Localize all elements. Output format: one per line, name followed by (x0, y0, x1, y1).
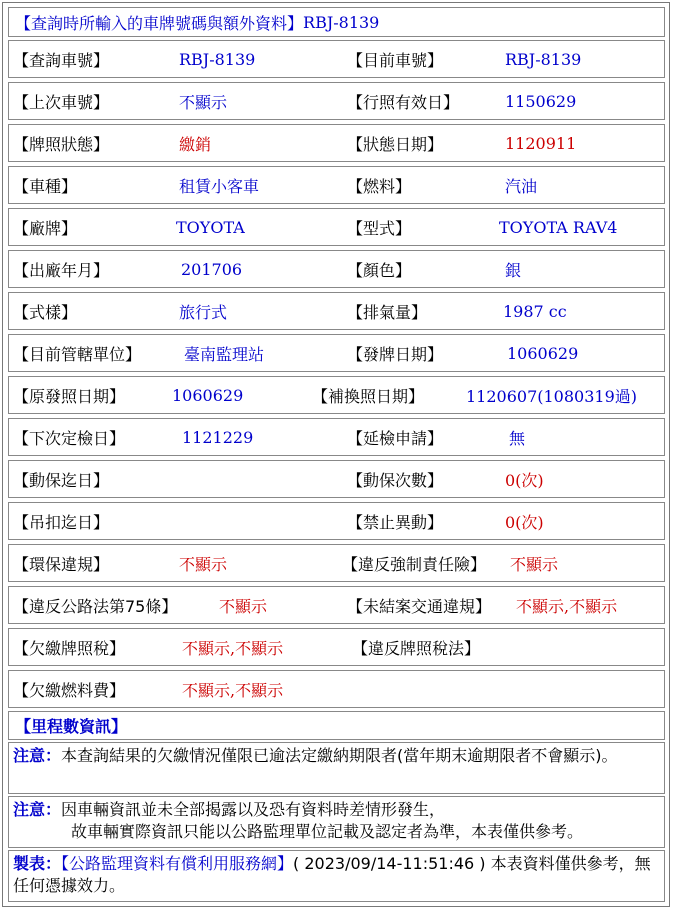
info-row (8, 166, 665, 204)
info-row (8, 586, 665, 624)
field-label: 【燃料】 (347, 176, 412, 196)
field-label: 【下次定檢日】 (13, 428, 126, 448)
field-value: 1987 cc (503, 301, 567, 321)
field-value: 不顯示 (510, 554, 559, 574)
info-row (8, 628, 665, 666)
field-label: 【狀態日期】 (347, 134, 444, 154)
field-value: 旅行式 (179, 302, 228, 322)
field-label: 【違反強制責任險】 (342, 554, 487, 574)
footer (8, 850, 665, 902)
field-value: 201706 (181, 259, 243, 279)
field-label: 【顏色】 (347, 260, 412, 280)
field-value: 1120607(1080319過) (466, 386, 638, 406)
info-row (8, 670, 665, 708)
field-label: 【環保違規】 (13, 554, 110, 574)
field-label: 【上次車號】 (13, 92, 110, 112)
field-value: 1060629 (507, 343, 579, 363)
field-value: 銀 (505, 260, 522, 280)
field-label: 【欠繳牌照稅】 (13, 638, 126, 658)
info-row (8, 208, 665, 246)
field-label: 【廠牌】 (13, 218, 78, 238)
query-header-label: 【查詢時所輸入的車牌號碼與額外資料】 (15, 13, 304, 33)
query-header (8, 7, 665, 37)
footer-source: 【公路監理資料有償利用服務網】 (61, 854, 294, 873)
info-row (8, 502, 665, 540)
info-row (8, 250, 665, 288)
field-value: 租賃小客車 (179, 176, 260, 196)
field-label: 【違反公路法第75條】 (13, 596, 178, 616)
info-row (8, 418, 665, 456)
note-2 (8, 796, 665, 848)
field-value: 不顯示,不顯示 (516, 596, 618, 616)
field-value: 臺南監理站 (184, 344, 265, 364)
field-value: 不顯示 (219, 596, 268, 616)
field-label: 【車種】 (13, 176, 78, 196)
field-label: 【動保次數】 (347, 470, 444, 490)
info-row (8, 40, 665, 78)
field-value: 不顯示 (179, 554, 228, 574)
field-value: 汽油 (505, 176, 538, 196)
field-value: 1060629 (172, 385, 244, 405)
field-value: RBJ-8139 (179, 49, 256, 69)
field-value: 0(次) (505, 512, 544, 532)
field-label: 【查詢車號】 (13, 50, 110, 70)
info-row (8, 460, 665, 498)
field-value: 0(次) (505, 470, 544, 490)
field-value: 繳銷 (179, 134, 212, 154)
footer-head: 製表： (13, 854, 62, 873)
field-label: 【原發照日期】 (13, 386, 126, 406)
query-header-value: RBJ-8139 (303, 12, 380, 32)
info-row (8, 292, 665, 330)
field-label: 【違反牌照稅法】 (352, 638, 481, 658)
info-row (8, 124, 665, 162)
field-value: 1150629 (505, 91, 577, 111)
field-label: 【欠繳燃料費】 (13, 680, 126, 700)
field-label: 【延檢申請】 (347, 428, 444, 448)
mileage-label: 【里程數資訊】 (15, 717, 128, 736)
note-1-head: 注意： (13, 746, 62, 765)
info-row (8, 376, 665, 414)
field-label: 【牌照狀態】 (13, 134, 110, 154)
note-2-line1: 因車輛資訊並未全部揭露以及恐有資料時差情形發生， (61, 800, 446, 819)
field-value: 無 (509, 428, 526, 448)
footer-text: ( 2023/09/14-11:51:46 ) 本表資料僅供參考，無任何憑據效力。 (13, 854, 651, 895)
field-label: 【型式】 (347, 218, 412, 238)
field-value: 不顯示,不顯示 (182, 680, 284, 700)
note-1 (8, 742, 665, 794)
field-label: 【行照有效日】 (347, 92, 460, 112)
info-row (8, 334, 665, 372)
field-label: 【未結案交通違規】 (347, 596, 492, 616)
note-1-text: 本查詢結果的欠繳情況僅限已逾法定繳納期限者(當年期末逾期限者不會顯示)。 (61, 746, 618, 765)
note-2-head: 注意： (13, 800, 62, 819)
field-value: 不顯示 (179, 92, 228, 112)
field-label: 【目前車號】 (347, 50, 444, 70)
field-value: TOYOTA (176, 217, 245, 237)
field-value: TOYOTA RAV4 (499, 217, 618, 237)
field-value: 1120911 (505, 133, 577, 153)
field-value: RBJ-8139 (505, 49, 582, 69)
field-label: 【補換照日期】 (312, 386, 425, 406)
field-label: 【目前管轄單位】 (13, 344, 142, 364)
field-label: 【出廠年月】 (13, 260, 110, 280)
field-value: 不顯示,不顯示 (182, 638, 284, 658)
info-row (8, 82, 665, 120)
field-label: 【吊扣迄日】 (13, 512, 110, 532)
note-2-line2: 故車輛實際資訊只能以公路監理單位記載及認定者為準，本表僅供參考。 (71, 822, 584, 841)
field-label: 【發牌日期】 (347, 344, 444, 364)
field-value: 1121229 (182, 427, 254, 447)
field-label: 【排氣量】 (347, 302, 428, 322)
field-label: 【式樣】 (13, 302, 78, 322)
field-label: 【動保迄日】 (13, 470, 110, 490)
info-row (8, 544, 665, 582)
mileage-row (8, 711, 665, 740)
field-label: 【禁止異動】 (347, 512, 444, 532)
